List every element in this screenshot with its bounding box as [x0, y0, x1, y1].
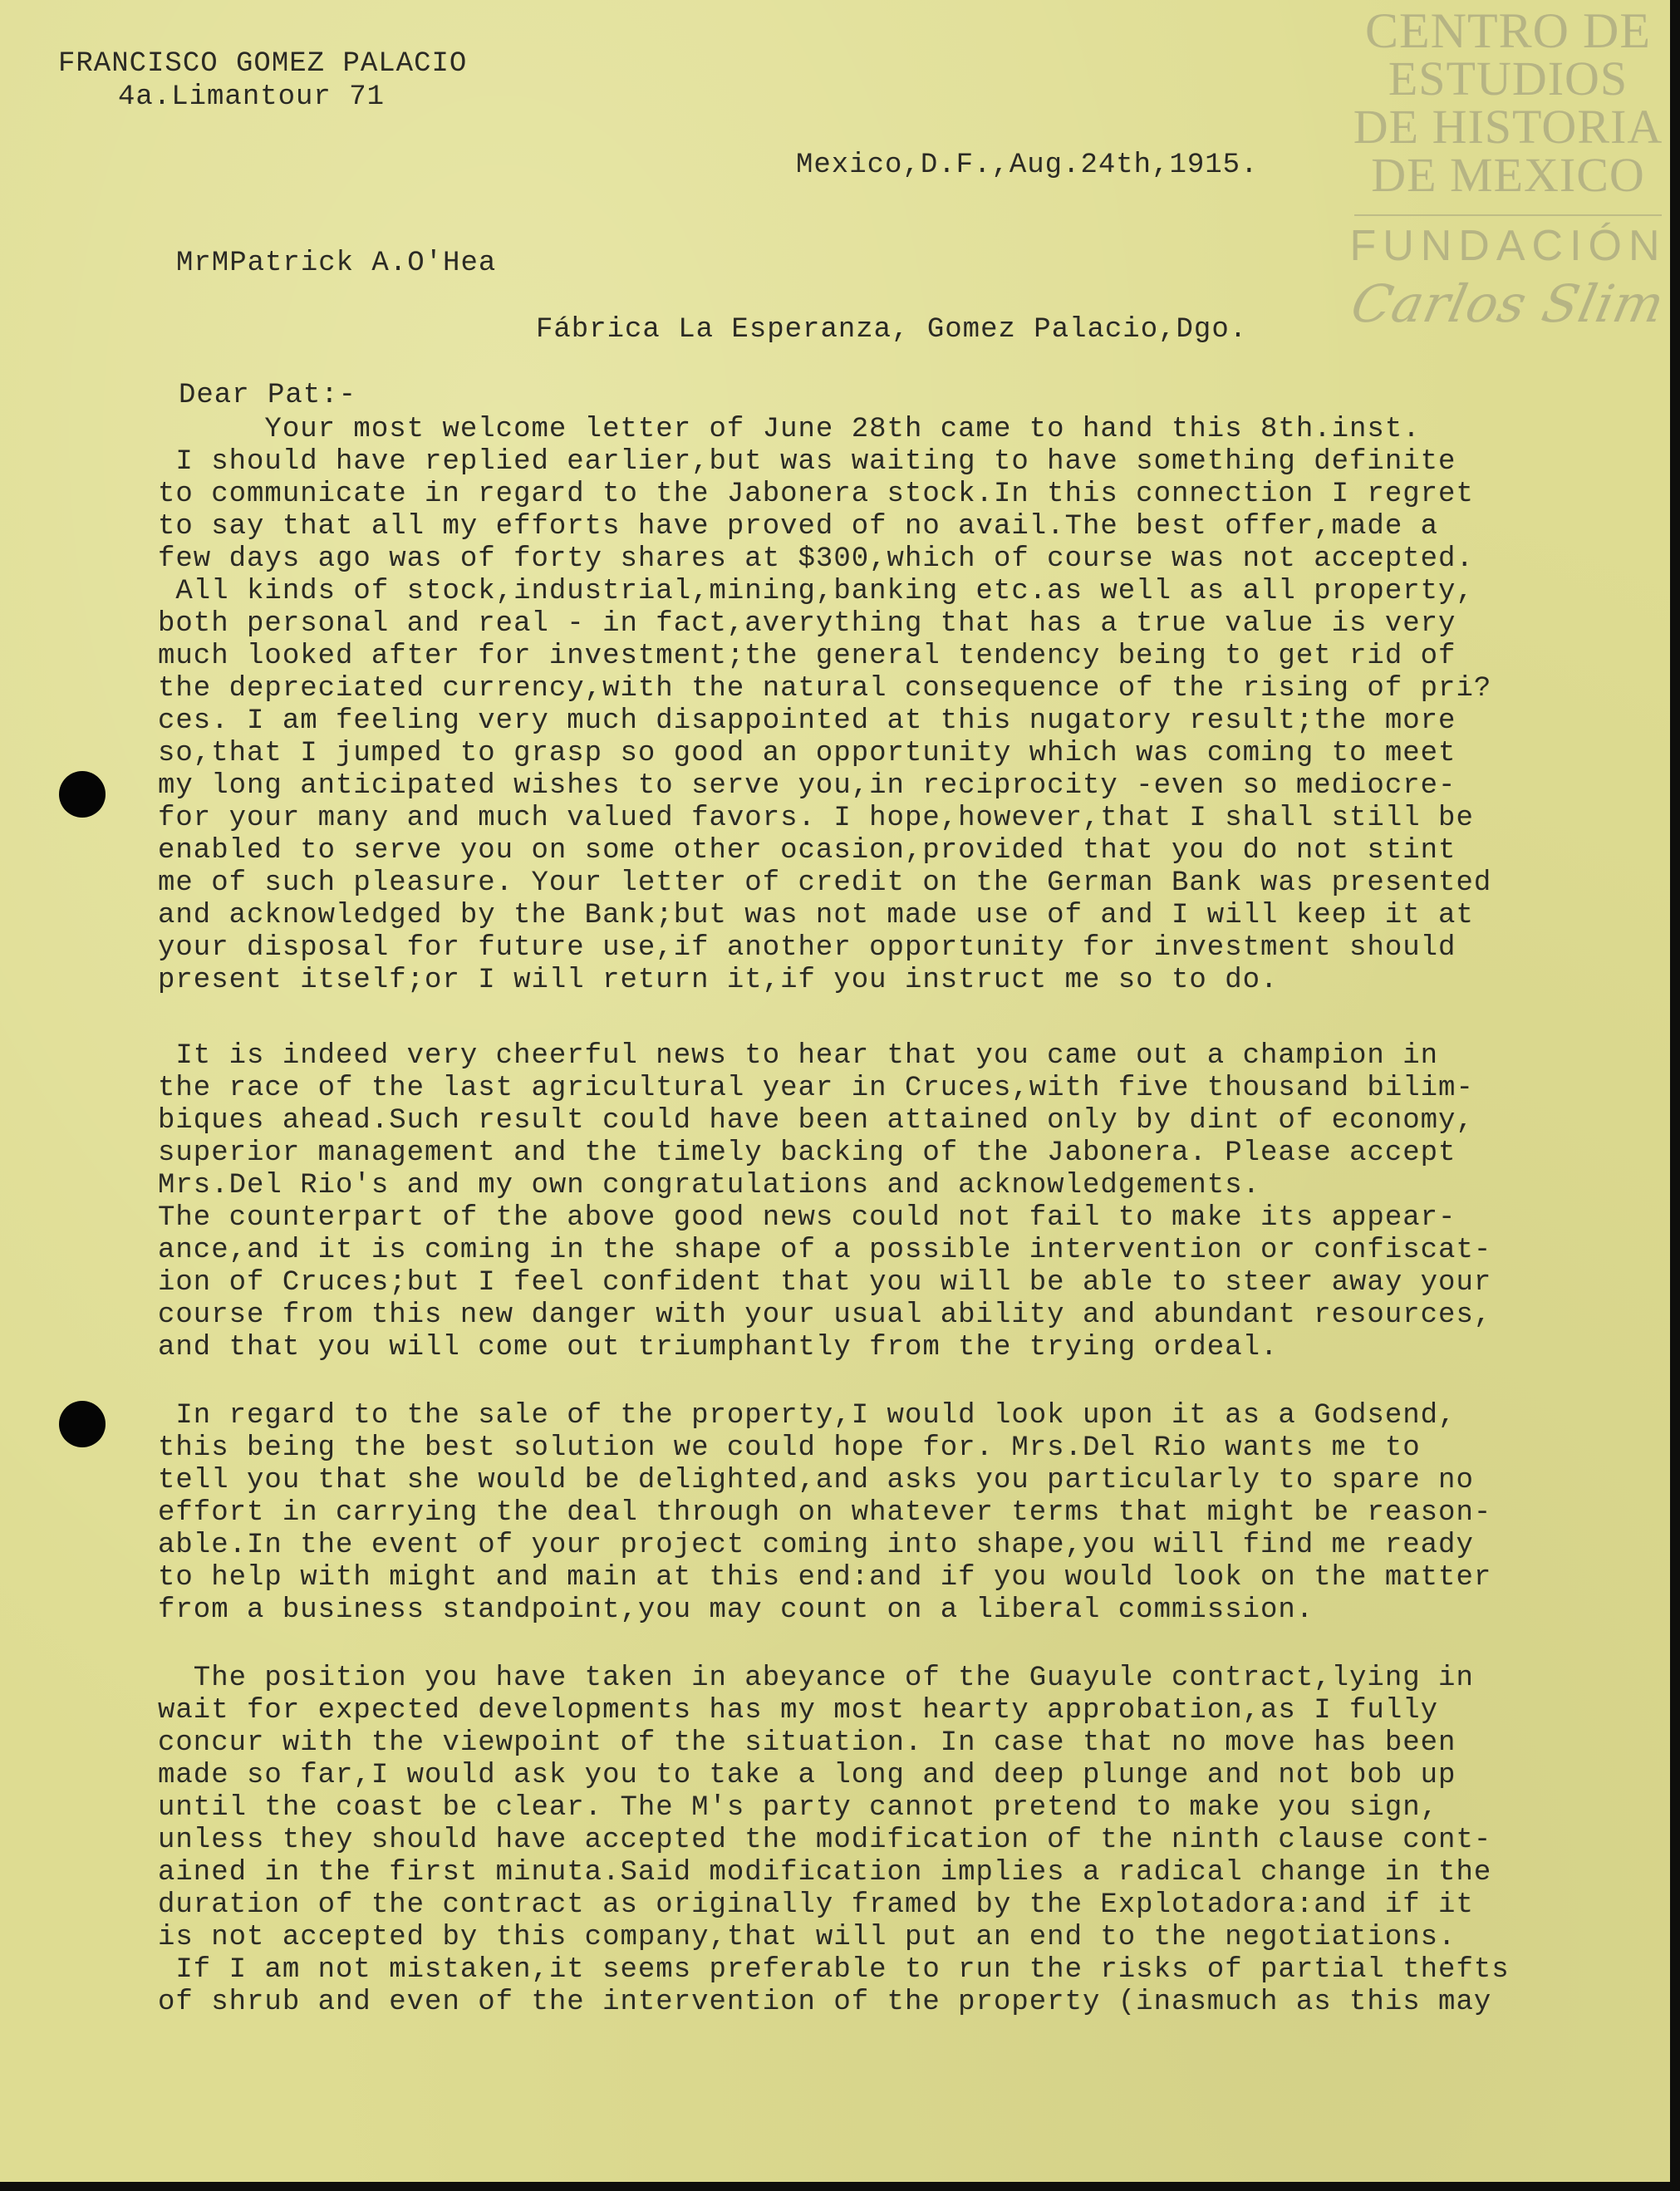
body-paragraph-1: Your most welcome letter of June 28th came to hand this 8th.inst. I should have replied earlier,but was waiting to have something definite to communicate in regard to the Jabonera stock.In this connection I regret to say that all my efforts have proved of no avail.The best offer,made a few days ago was of forty shares at $300,which of course was not accepted. All kinds of stock,industrial,mining,banking etc.as well as all property, both personal and real - in fact,averything that has a true value is very much looked after for investment;the general tendency being to get rid of the depreciated currency,with the natural consequence of the rising of pri? ces. I am feeling very much disappointed at this nugatory result;the more so,that I jumped to grasp so good an opportunity which was coming to meet my long anticipated wishes to serve you,in reciprocity -even so mediocre- for your many and much valued favors. I hope,however,that I shall still be enabled to serve you on some other ocasion,provided that you do not stint me of such pleasure. Your letter of credit on the German Bank was presented and acknowledged by the Bank;but was not made use of and I will keep it at your disposal for future use,if another opportunity for investment should present itself;or I will return it,if you instruct me so to do. [158, 414, 1492, 996]
stamp-line-centro: CENTRO DE [1365, 3, 1651, 58]
stamp-line-historia: DE HISTORIA [1353, 100, 1663, 154]
body-paragraph-3: In regard to the sale of the property,I would look upon it as a Godsend, this being the best solution we could hope for. Mrs.Del Rio wants me to tell you that she would be delighted,and asks you particularly to spare no effort in carrying the deal through on whatever terms that might be reason- able.In the event of your project coming into shape,you will find me ready to help with might and main at this end:and if you would look on the matter from a business standpoint,you may count on a liberal commission. [158, 1400, 1492, 1626]
stamp-signature: Carlos Slim [1346, 273, 1671, 334]
stamp-divider [1354, 214, 1662, 216]
recipient-name: MrMPatrick A.O'Hea [176, 248, 497, 279]
body-paragraph-2: It is indeed very cheerful news to hear that you came out a champion in the race of the last agricultural year in Cruces,with five thousand bilim- biques ahead.Such result could have been attained only by dint of economy, superior management and the timely backing of the Jabonera. Please accept Mrs.Del Rio's and my own congratulations and acknowledgements. The counterpart of the above good news could not fail to make its appear- ance,and it is coming in the shape of a possible intervention or confiscat- ion of Cruces;but I feel confident that you will be able to steer away your course from this new danger with your usual ability and abundant resources, and that you will come out triumphantly from the trying ordeal. [158, 1040, 1492, 1363]
stamp-foundation: FUNDACIÓN [1349, 222, 1667, 270]
sender-address: 4a.Limantour 71 [118, 81, 386, 113]
recipient-address: Fábrica La Esperanza, Gomez Palacio,Dgo. [536, 314, 1248, 346]
body-paragraph-4: The position you have taken in abeyance of the Guayule contract,lying in wait for expected developments has my most hearty approbation,as I fully concur with the viewpoint of the situation. In case that no move has been made so far,I would ask you to take a long and deep plunge and not bob up until the coast be clear. The M's party cannot pretend to make you sign, unless they should have accepted the modification of the ninth clause cont- ained in the first minuta.Said modification implies a radical change in the duration of the contract as originally framed by the Explotadora:and if it is not accepted by this company,that will put an end to the negotiations. If I am not mistaken,it seems preferable to run the risks of partial thefts of shrub and even of the intervention of the property (inasmuch as this may [158, 1663, 1510, 2018]
punch-hole-top [59, 771, 106, 818]
stamp-line-estudios: ESTUDIOS [1388, 52, 1628, 106]
salutation: Dear Pat:- [179, 380, 357, 411]
letter-date: Mexico,D.F.,Aug.24th,1915. [796, 150, 1259, 181]
archive-watermark-stamp [1346, 3, 1671, 414]
sender-name: FRANCISCO GOMEZ PALACIO [58, 48, 468, 80]
stamp-line-mexico: DE MEXICO [1371, 148, 1645, 202]
punch-hole-bottom [59, 1401, 106, 1447]
